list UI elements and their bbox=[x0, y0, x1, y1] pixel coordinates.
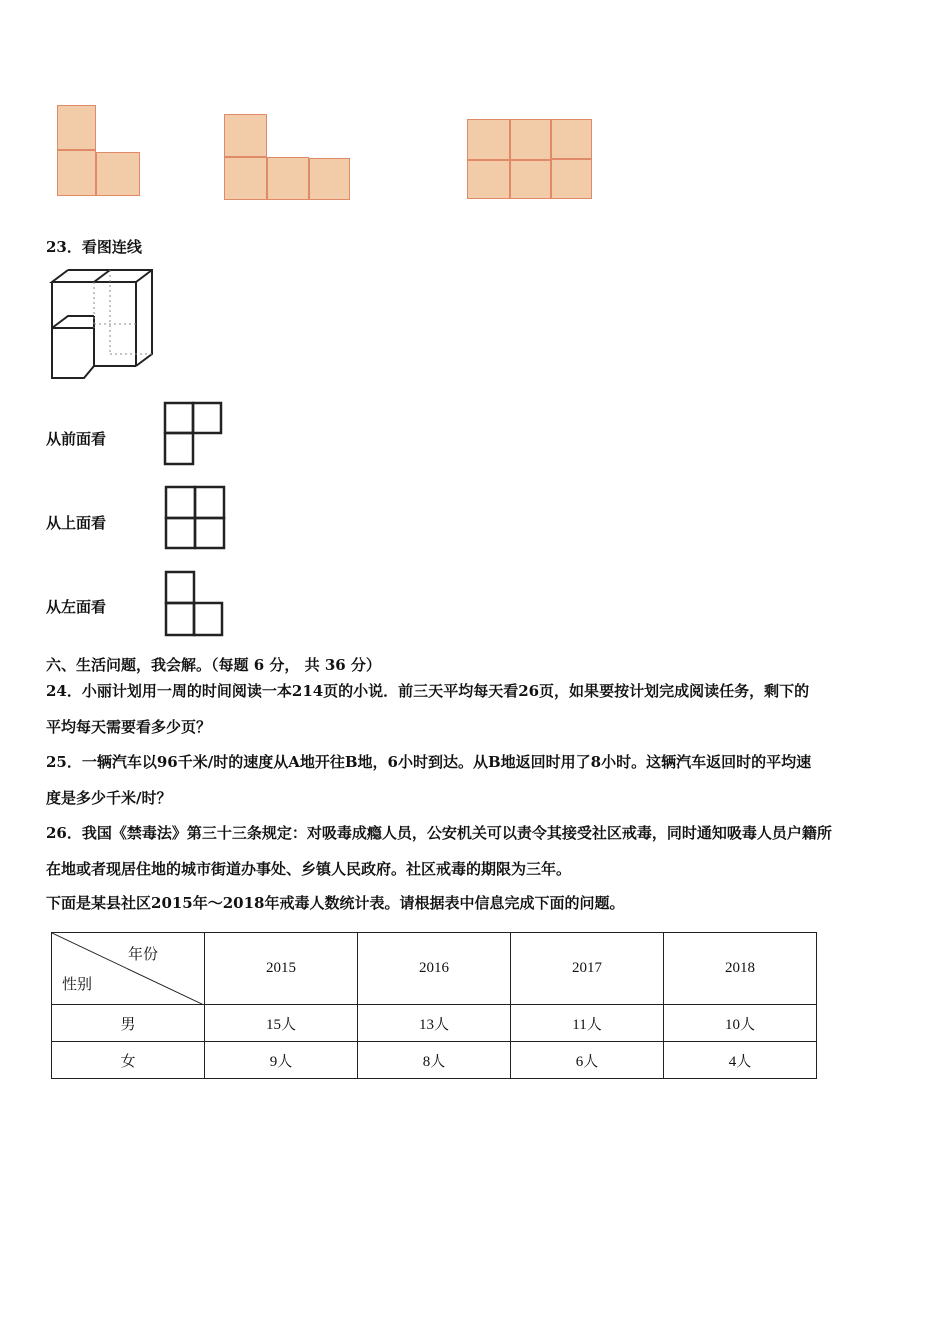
table-row bbox=[52, 1005, 817, 1042]
block-square bbox=[309, 158, 350, 200]
header-sex-label: 性别 bbox=[62, 977, 93, 993]
table-cell: 6人 bbox=[511, 1042, 664, 1079]
q23-title: 23．看图连线 bbox=[46, 238, 142, 256]
left-view-shape[interactable] bbox=[164, 570, 226, 638]
header-year-label: 年份 bbox=[127, 947, 158, 963]
view-label-top: 从上面看 bbox=[46, 514, 107, 532]
table-row bbox=[52, 1042, 817, 1079]
solid-figure-illustration bbox=[44, 268, 160, 384]
block-square bbox=[467, 119, 510, 160]
block-square bbox=[57, 150, 96, 196]
table-cell: 13人 bbox=[358, 1005, 511, 1042]
q24-line2: 平均每天需要看多少页？ bbox=[46, 718, 212, 736]
view-label-front: 从前面看 bbox=[46, 430, 107, 448]
table-cell: 10人 bbox=[663, 1005, 816, 1042]
block-square bbox=[551, 119, 592, 159]
q25-line1: 25．一辆汽车以96千米/时的速度从A地开往B地，6小时到达。从B地返回时用了8小时。这辆汽车返回时的平均速 bbox=[46, 753, 812, 771]
row-label-female: 女 bbox=[52, 1042, 205, 1079]
block-square bbox=[510, 160, 551, 199]
block-square bbox=[551, 159, 592, 199]
block-square bbox=[57, 105, 96, 150]
q26-line1: 26．我国《禁毒法》第三十三条规定：对吸毒成瘾人员，公安机关可以责令其接受社区戒毒，同时通知吸毒人员户籍所 bbox=[46, 824, 832, 842]
q25-line2: 度是多少千米/时？ bbox=[46, 789, 172, 807]
front-view-shape[interactable] bbox=[163, 401, 225, 467]
top-view-shape[interactable] bbox=[164, 485, 228, 551]
table-corner-header bbox=[52, 933, 205, 1005]
q26-line3: 下面是某县社区2015年～2018年戒毒人数统计表。请根据表中信息完成下面的问题。 bbox=[46, 894, 625, 912]
year-header: 2016 bbox=[358, 933, 511, 1005]
table-header-row bbox=[52, 933, 817, 1005]
row-label-male: 男 bbox=[52, 1005, 205, 1042]
q24-line1: 24．小丽计划用一周的时间阅读一本214页的小说．前三天平均每天看26页，如果要按计划完成阅读任务，剩下的 bbox=[46, 682, 810, 700]
table-cell: 9人 bbox=[205, 1042, 358, 1079]
block-square bbox=[267, 157, 309, 200]
block-square bbox=[224, 157, 267, 200]
year-header: 2017 bbox=[511, 933, 664, 1005]
table-cell: 8人 bbox=[358, 1042, 511, 1079]
drug-rehab-stats-table bbox=[51, 932, 817, 1079]
table-cell: 11人 bbox=[511, 1005, 664, 1042]
table-cell: 15人 bbox=[205, 1005, 358, 1042]
section-6-heading: 六、生活问题，我会解。（每题 6 分， 共 36 分） bbox=[46, 656, 381, 674]
view-label-left: 从左面看 bbox=[46, 598, 107, 616]
table-cell: 4人 bbox=[663, 1042, 816, 1079]
year-header: 2015 bbox=[205, 933, 358, 1005]
block-square bbox=[96, 152, 140, 196]
block-square bbox=[467, 160, 510, 199]
block-square bbox=[510, 119, 551, 160]
year-header: 2018 bbox=[663, 933, 816, 1005]
block-square bbox=[224, 114, 267, 157]
q26-line2: 在地或者现居住地的城市街道办事处、乡镇人民政府。社区戒毒的期限为三年。 bbox=[46, 860, 572, 878]
